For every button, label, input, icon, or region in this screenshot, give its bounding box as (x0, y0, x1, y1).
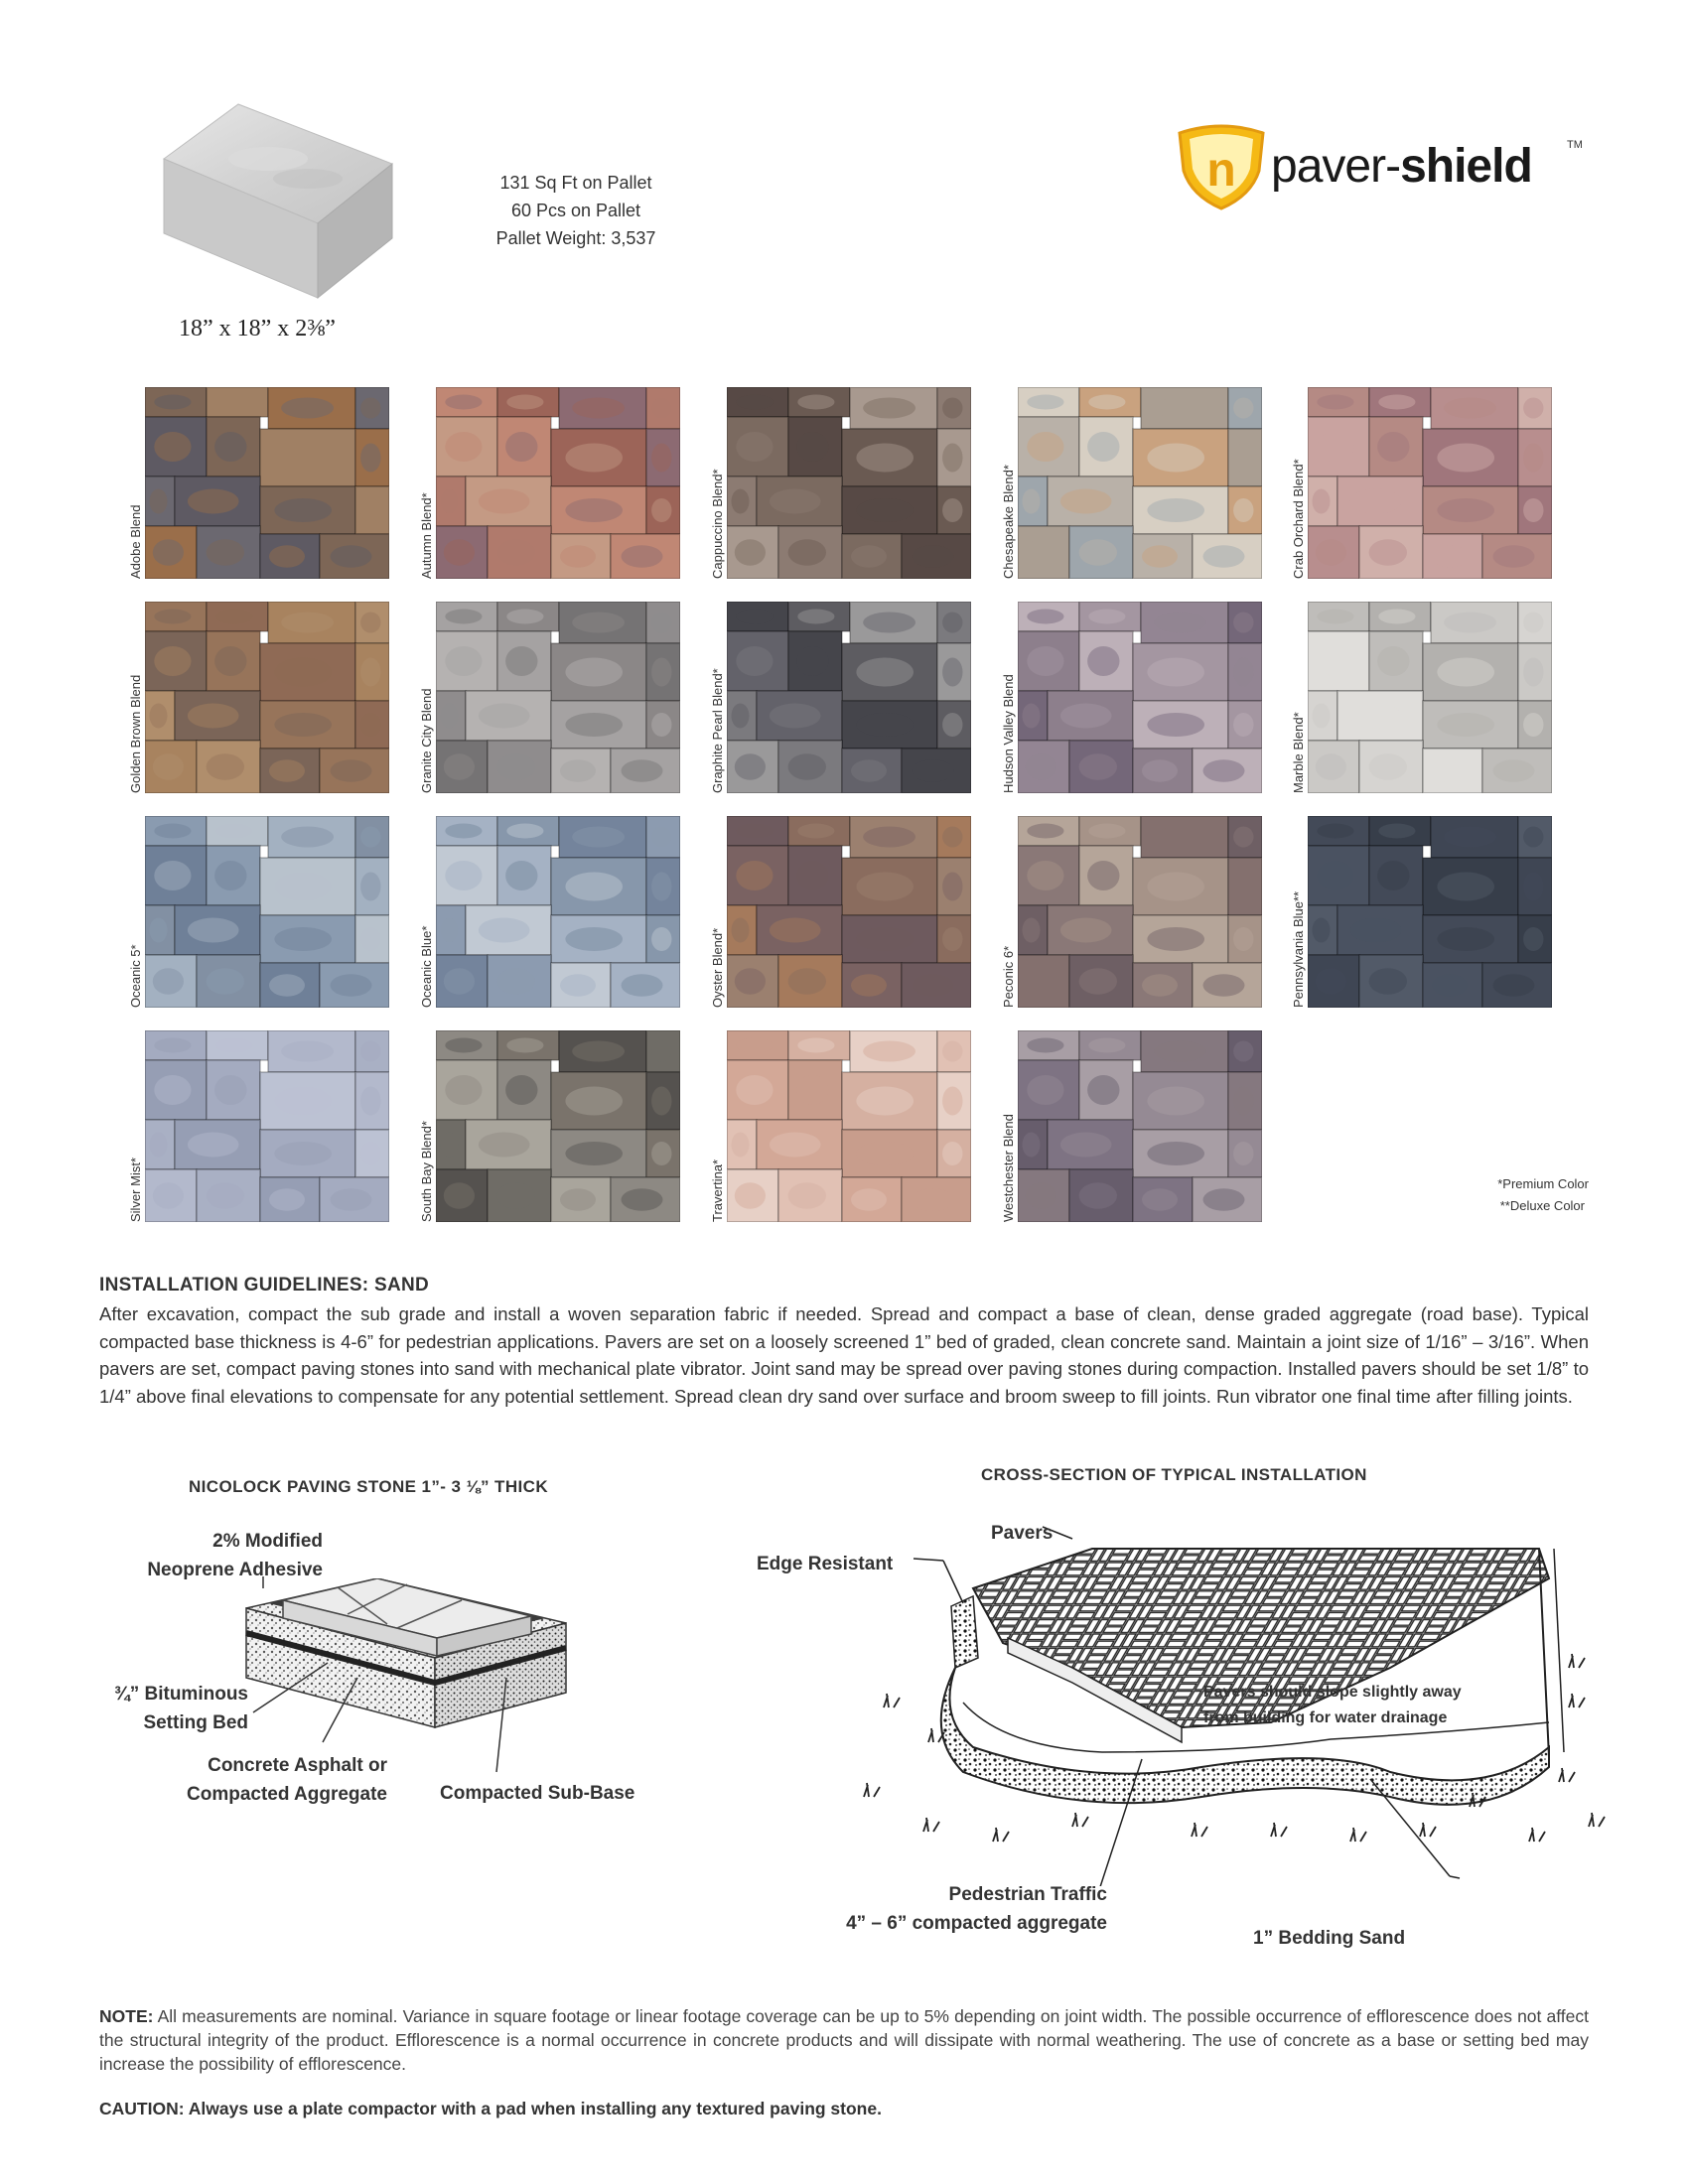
color-swatch (1308, 387, 1552, 579)
color-swatch-label: Adobe Blend (128, 504, 143, 579)
color-swatch (436, 816, 680, 1008)
color-swatch-label: Pennsylvania Blue** (1291, 890, 1306, 1008)
color-swatch (436, 602, 680, 793)
shield-letter: n (1206, 144, 1236, 197)
color-swatch-label: Peconic 6* (1001, 945, 1016, 1008)
paver-shield-logo (1172, 121, 1589, 210)
right-diagram-title: CROSS-SECTION OF TYPICAL INSTALLATION (981, 1465, 1367, 1484)
shield-icon (1172, 121, 1271, 210)
color-swatch (727, 387, 971, 579)
pallet-weight: Pallet Weight: 3,537 (495, 228, 656, 248)
color-swatch-label: Westchester Blend (1001, 1114, 1016, 1222)
color-swatch-label: Chesapeake Blend* (1001, 465, 1016, 579)
color-swatch (145, 387, 389, 579)
color-swatch (1018, 1030, 1262, 1222)
bituminous-callout: ¾” Bituminous Setting Bed (113, 1684, 248, 1733)
pallet-pieces: 60 Pcs on Pallet (510, 201, 641, 220)
traffic-callout: Pedestrian Traffic 4” – 6” compacted aggregate (846, 1884, 1107, 1934)
product-paver-image (159, 99, 397, 308)
edge-resistant-callout: Edge Resistant (757, 1554, 894, 1574)
subbase-callout: Compacted Sub-Base (440, 1783, 635, 1804)
pallet-info (467, 169, 685, 252)
product-size: 18” x 18” x 2⅜” (179, 316, 336, 341)
pavers-callout: Pavers (991, 1523, 1054, 1544)
color-swatch (1018, 602, 1262, 793)
color-swatch (1018, 816, 1262, 1008)
trademark: TM (1567, 139, 1583, 151)
color-swatch (145, 602, 389, 793)
installation-title: INSTALLATION GUIDELINES: SAND (99, 1275, 430, 1296)
color-swatch-label: Oyster Blend* (710, 927, 725, 1008)
color-swatch-label: South Bay Blend* (419, 1121, 434, 1222)
pallet-sqft: 131 Sq Ft on Pallet (499, 173, 652, 193)
color-swatch (727, 816, 971, 1008)
brand-name: paver-shield (1271, 140, 1532, 193)
color-swatch (1018, 387, 1262, 579)
adhesive-callout: 2% Modified Neoprene Adhesive (147, 1531, 323, 1580)
cross-section-diagram (774, 1519, 1609, 1886)
color-swatch-label: Hudson Valley Blend (1001, 674, 1016, 793)
color-swatch-label: Graphite Pearl Blend* (710, 668, 725, 793)
color-legend (1390, 1173, 1589, 1217)
color-swatch (436, 1030, 680, 1222)
color-swatch-label: Cappuccino Blend* (710, 469, 725, 579)
asphalt-callout: Concrete Asphalt or Compacted Aggregate (187, 1755, 387, 1805)
color-swatch-label: Autumn Blend* (419, 492, 434, 579)
color-swatch-label: Crab Orchard Blend* (1291, 459, 1306, 579)
bedding-sand-callout: 1” Bedding Sand (1253, 1928, 1406, 1949)
color-swatch (727, 602, 971, 793)
color-swatch-label: Oceanic 5* (128, 944, 143, 1008)
color-swatch-label: Marble Blend* (1291, 712, 1306, 793)
color-swatch-label: Granite City Blend (419, 688, 434, 793)
legend-deluxe: **Deluxe Color (1499, 1198, 1585, 1213)
note-paragraph: NOTE: All measurements are nominal. Variance in square footage or linear footage coverage can be up to 5% depending on joint width. The possible occurrence of efflorescence does not affect the structural integrity of the product. Efflorescence is a normal occurrence in concrete products and will dissipate with normal weathering. The use of concrete as a base or setting bed may increase the possibility of efflorescence. (99, 2006, 1589, 2074)
color-swatch-label: Silver Mist* (128, 1157, 143, 1222)
color-swatch (727, 1030, 971, 1222)
color-swatch (145, 1030, 389, 1222)
color-swatch (1308, 816, 1552, 1008)
slope-note: Pavers should slope slightly away from building for water drainage (1203, 1684, 1462, 1726)
left-diagram-title: NICOLOCK PAVING STONE 1”- 3 ⅛” THICK (189, 1477, 548, 1496)
color-swatch-label: Oceanic Blue* (419, 925, 434, 1008)
color-swatch (436, 387, 680, 579)
legend-premium: *Premium Color (1497, 1176, 1589, 1191)
color-swatch (1308, 602, 1552, 793)
color-swatch-label: Travertina* (710, 1159, 725, 1222)
color-swatch (145, 816, 389, 1008)
installation-body: After excavation, compact the sub grade and install a woven separation fabric if needed. Spread and compact a base of clean, dense graded aggregate (road base). Typical compacted base thickness is 4-6” for pedestrian applications. Pavers are set on a loosely screened 1” bed of graded, clean concrete sand. Maintain a joint size of 1/16” – 3/16”. When pavers are set, compact paving stones into sand with mechanical plate vibrator. Joint sand may be spread over paving stones during compaction. Installed pavers should be set 1/8” to 1/4” above final elevations to compensate for any potential settlement. Spread clean dry sand over surface and broom sweep to fill joints. Run vibrator one final time after filling joints. (99, 1303, 1589, 1407)
caution-text: CAUTION: Always use a plate compactor with a pad when installing any textured paving stone. (99, 2099, 882, 2118)
color-swatch-label: Golden Brown Blend (128, 674, 143, 793)
